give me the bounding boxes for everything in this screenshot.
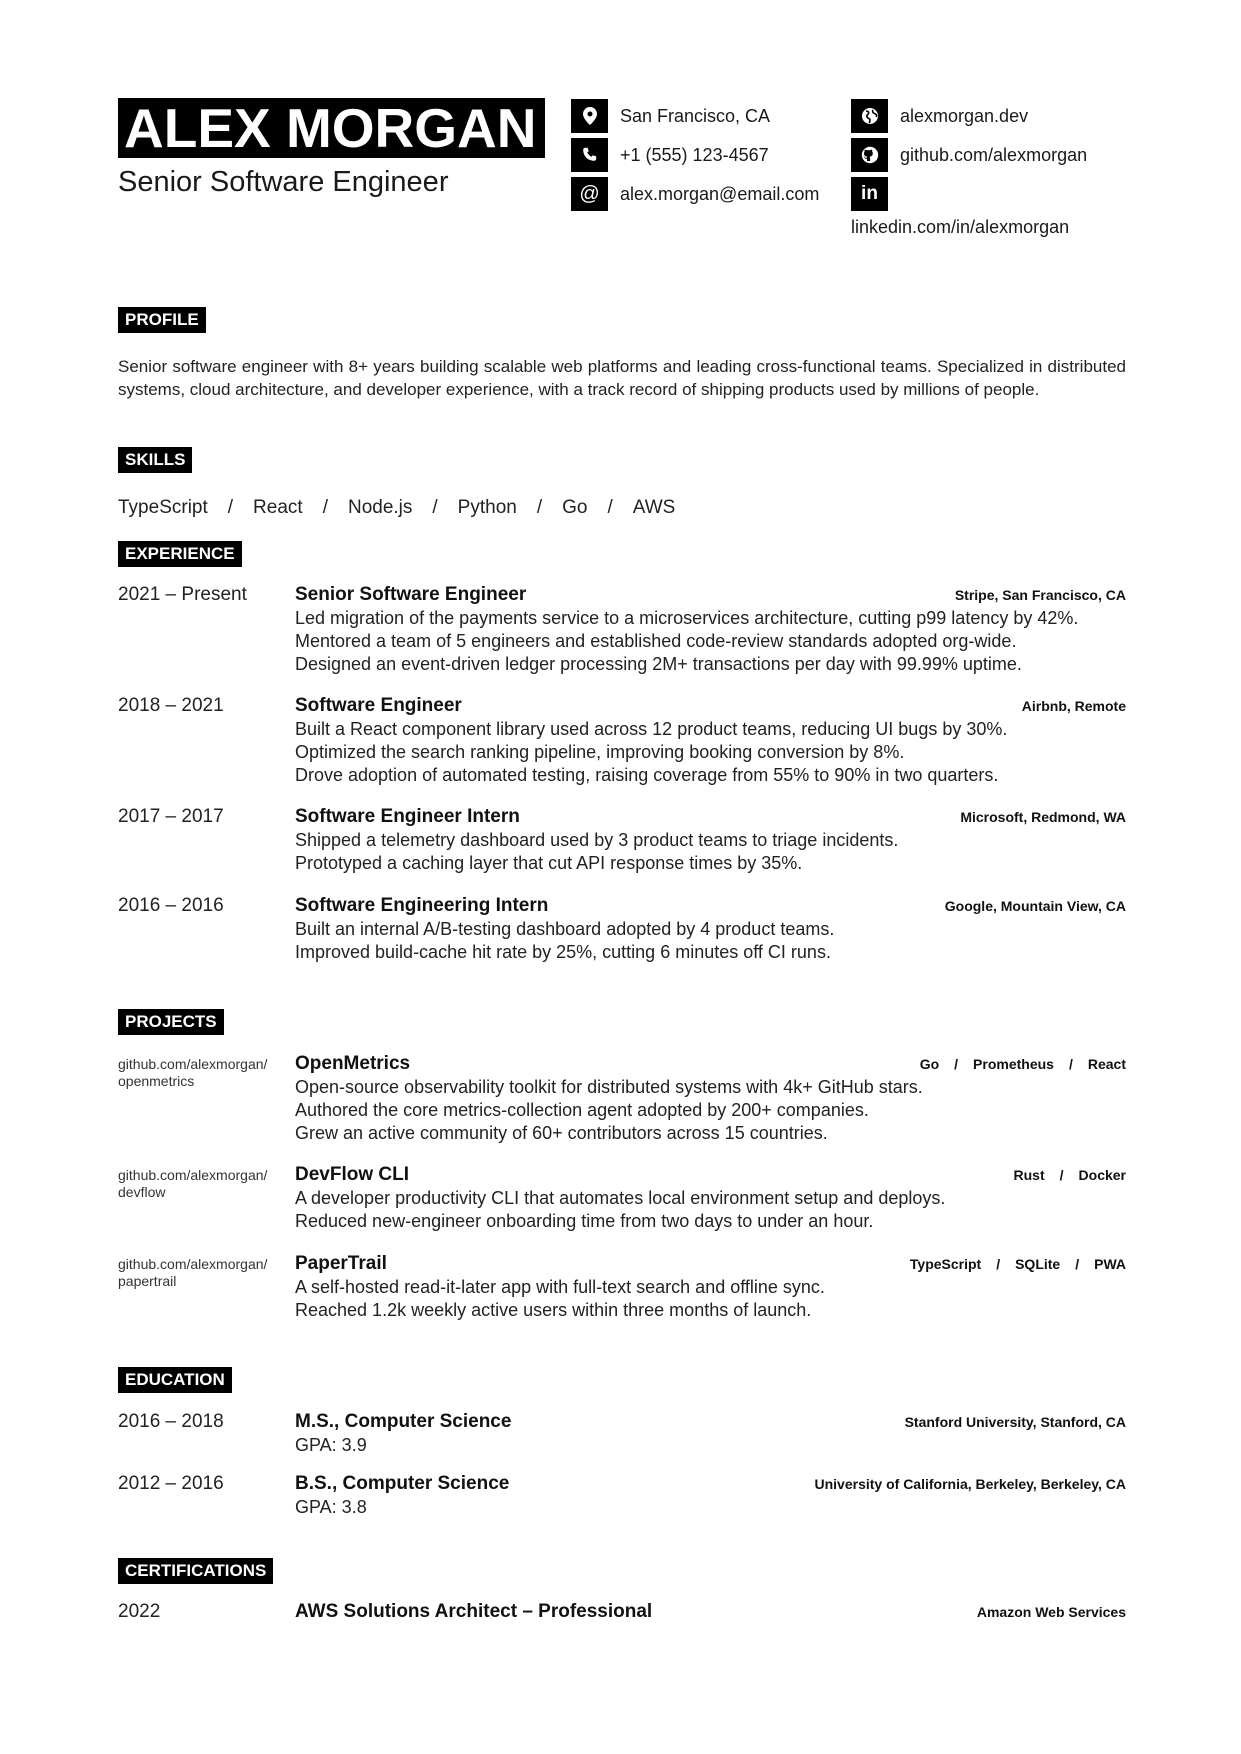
section-heading-education: EDUCATION bbox=[118, 1367, 232, 1393]
experience-details bbox=[295, 829, 898, 875]
contact-linkedin bbox=[851, 177, 1070, 237]
education-school: University of California, Berkeley, Berkeley, CA bbox=[814, 1476, 1126, 1492]
skill-separator: / bbox=[607, 497, 613, 518]
location-pin-icon bbox=[571, 99, 608, 133]
experience-dates: 2016 – 2016 bbox=[118, 895, 224, 916]
experience-org: Microsoft, Redmond, WA bbox=[960, 809, 1126, 825]
project-link-line: openmetrics bbox=[118, 1073, 195, 1089]
project-link-line: papertrail bbox=[118, 1273, 177, 1289]
skill-item: TypeScript bbox=[118, 497, 208, 518]
experience-role: Software Engineer bbox=[295, 695, 462, 716]
project-details bbox=[295, 1076, 923, 1145]
github-link[interactable]: github.com/alexmorgan bbox=[900, 144, 1088, 165]
tag-separator: / bbox=[1068, 1056, 1073, 1072]
experience-details bbox=[295, 918, 834, 964]
experience-line: Mentored a team of 5 engineers and established code-review standards adopted org-wide. bbox=[295, 631, 1017, 651]
project-name: OpenMetrics bbox=[295, 1053, 411, 1074]
experience-role: Senior Software Engineer bbox=[295, 584, 527, 605]
project-tag: Prometheus bbox=[973, 1056, 1054, 1072]
skills-list bbox=[118, 497, 675, 519]
experience-line: Optimized the search ranking pipeline, improving booking conversion by 8%. bbox=[295, 742, 905, 762]
project-line: A developer productivity CLI that automates local environment setup and deploys. bbox=[295, 1188, 946, 1208]
education-school: Stanford University, Stanford, CA bbox=[904, 1414, 1126, 1430]
experience-line: Led migration of the payments service to a microservices architecture, cutting p99 latency by 42%. bbox=[295, 608, 1079, 628]
project-tag: Rust bbox=[1013, 1167, 1045, 1183]
skill-separator: / bbox=[322, 497, 328, 518]
experience-dates: 2018 – 2021 bbox=[118, 695, 224, 716]
email-link[interactable]: alex.morgan@email.com bbox=[620, 183, 820, 204]
experience-org: Google, Mountain View, CA bbox=[944, 898, 1126, 914]
experience-org: Airbnb, Remote bbox=[1021, 698, 1126, 714]
location-text: San Francisco, CA bbox=[620, 105, 771, 126]
skill-item: Go bbox=[562, 497, 588, 518]
project-tags bbox=[920, 1056, 1126, 1072]
experience-line: Designed an event-driven ledger processing 2M+ transactions per day with 99.99% uptime. bbox=[295, 654, 1022, 674]
experience-details bbox=[295, 718, 1007, 787]
experience-org: Stripe, San Francisco, CA bbox=[954, 587, 1126, 603]
education-gpa: GPA: 3.8 bbox=[295, 1497, 367, 1517]
candidate-name: ALEX MORGAN bbox=[118, 98, 545, 158]
project-name: DevFlow CLI bbox=[295, 1164, 410, 1185]
experience-line: Shipped a telemetry dashboard used by 3 product teams to triage incidents. bbox=[295, 830, 899, 850]
skill-item: AWS bbox=[632, 497, 676, 518]
certification-name: AWS Solutions Architect – Professional bbox=[295, 1601, 653, 1622]
profile-summary: Senior software engineer with 8+ years building scalable web platforms and leading cross-functional teams. Specialized in distributed systems, cloud architecture, and developer experience, with a track record of shipping products used by millions of people. bbox=[118, 357, 1126, 399]
contact-github bbox=[851, 138, 1087, 172]
project-tag: Docker bbox=[1078, 1167, 1126, 1183]
project-link[interactable] bbox=[118, 1256, 298, 1290]
project-link[interactable] bbox=[118, 1056, 298, 1090]
experience-line: Drove adoption of automated testing, raising coverage from 55% to 90% in two quarters. bbox=[295, 765, 999, 785]
skill-separator: / bbox=[227, 497, 234, 518]
skill-separator: / bbox=[536, 497, 543, 518]
project-tags bbox=[1014, 1167, 1126, 1183]
project-details bbox=[295, 1187, 945, 1233]
tag-separator: / bbox=[1059, 1167, 1064, 1183]
project-link-line: devflow bbox=[118, 1184, 166, 1200]
project-link-line: github.com/alexmorgan/ bbox=[118, 1167, 268, 1183]
project-details bbox=[295, 1276, 825, 1322]
education-dates: 2016 – 2018 bbox=[118, 1411, 224, 1432]
contact-email bbox=[571, 177, 819, 211]
section-heading-projects: PROJECTS bbox=[118, 1009, 224, 1035]
linkedin-link[interactable]: linkedin.com/in/alexmorgan bbox=[851, 217, 1070, 237]
project-tag: React bbox=[1087, 1056, 1126, 1072]
skill-item: Node.js bbox=[347, 497, 413, 518]
phone-icon bbox=[571, 138, 608, 172]
skill-item: Python bbox=[457, 497, 517, 518]
experience-line: Prototyped a caching layer that cut API response times by 35%. bbox=[295, 853, 803, 873]
project-line: Reached 1.2k weekly active users within three months of launch. bbox=[295, 1300, 812, 1320]
github-icon bbox=[851, 138, 888, 172]
section-heading-skills: SKILLS bbox=[118, 447, 192, 473]
contact-website bbox=[851, 99, 1028, 133]
candidate-title: Senior Software Engineer bbox=[118, 166, 449, 198]
education-degree: M.S., Computer Science bbox=[295, 1411, 512, 1432]
project-line: Reduced new-engineer onboarding time from two days to under an hour. bbox=[295, 1211, 874, 1231]
project-tag: TypeScript bbox=[909, 1256, 982, 1272]
project-tag: PWA bbox=[1094, 1256, 1126, 1272]
experience-details bbox=[295, 607, 1078, 676]
linkedin-icon: in bbox=[851, 177, 888, 211]
experience-dates: 2021 – Present bbox=[118, 584, 247, 605]
skill-item: React bbox=[253, 497, 303, 518]
certification-year: 2022 bbox=[118, 1601, 161, 1622]
project-link-line: github.com/alexmorgan/ bbox=[118, 1056, 268, 1072]
section-heading-experience: EXPERIENCE bbox=[118, 541, 242, 567]
skill-separator: / bbox=[432, 497, 438, 518]
project-line: Authored the core metrics-collection agent adopted by 200+ companies. bbox=[295, 1100, 869, 1120]
contact-location bbox=[571, 99, 770, 133]
project-line: A self-hosted read-it-later app with full-text search and offline sync. bbox=[295, 1277, 825, 1297]
education-gpa: GPA: 3.9 bbox=[295, 1435, 367, 1455]
education-dates: 2012 – 2016 bbox=[118, 1473, 224, 1494]
experience-dates: 2017 – 2017 bbox=[118, 806, 224, 827]
project-line: Open-source observability toolkit for distributed systems with 4k+ GitHub stars. bbox=[295, 1077, 923, 1097]
globe-icon bbox=[851, 99, 888, 133]
website-link[interactable]: alexmorgan.dev bbox=[900, 105, 1029, 126]
project-tag: SQLite bbox=[1015, 1256, 1061, 1272]
project-tags bbox=[910, 1256, 1126, 1272]
experience-line: Built a React component library used across 12 product teams, reducing UI bugs by 30%. bbox=[295, 719, 1008, 739]
experience-role: Software Engineering Intern bbox=[295, 895, 549, 916]
section-heading-certifications: CERTIFICATIONS bbox=[118, 1558, 273, 1584]
tag-separator: / bbox=[1075, 1256, 1080, 1272]
project-link[interactable] bbox=[118, 1167, 298, 1201]
tag-separator: / bbox=[996, 1256, 1001, 1272]
contact-phone bbox=[571, 138, 769, 172]
tag-separator: / bbox=[954, 1056, 959, 1072]
section-heading-profile: PROFILE bbox=[118, 307, 206, 333]
education-degree: B.S., Computer Science bbox=[295, 1473, 510, 1494]
project-tag: Go bbox=[919, 1056, 940, 1072]
project-line: Grew an active community of 60+ contributors across 15 countries. bbox=[295, 1123, 828, 1143]
experience-line: Built an internal A/B-testing dashboard adopted by 4 product teams. bbox=[295, 919, 835, 939]
phone-text[interactable]: +1 (555) 123-4567 bbox=[620, 144, 769, 165]
at-icon: @ bbox=[571, 177, 608, 211]
experience-role: Software Engineer Intern bbox=[295, 806, 520, 827]
experience-line: Improved build-cache hit rate by 25%, cutting 6 minutes off CI runs. bbox=[295, 942, 831, 962]
project-name: PaperTrail bbox=[295, 1253, 387, 1274]
certification-issuer: Amazon Web Services bbox=[976, 1604, 1126, 1620]
project-link-line: github.com/alexmorgan/ bbox=[118, 1256, 268, 1272]
